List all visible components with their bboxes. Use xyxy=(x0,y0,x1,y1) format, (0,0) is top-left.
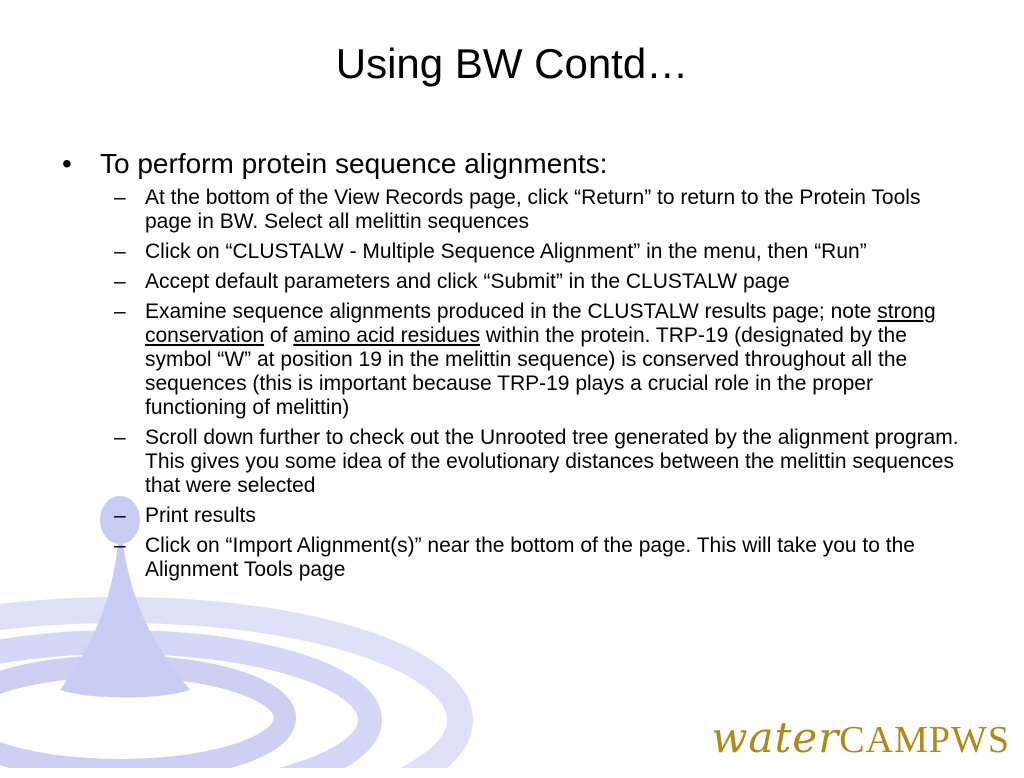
logo-water-text: water xyxy=(711,713,840,762)
sub-bullet-marker: – xyxy=(114,534,126,557)
underlined-term: strong conservation xyxy=(145,300,936,347)
sub-bullet-text: Accept default parameters and click “Submit” in the CLUSTALW page xyxy=(145,270,790,293)
sub-bullet-text: Print results xyxy=(145,504,256,527)
sub-bullet-item xyxy=(114,186,964,234)
sub-bullet-marker: – xyxy=(114,504,126,527)
sub-bullet-marker: – xyxy=(114,240,126,263)
bullet-marker: • xyxy=(62,148,72,179)
underlined-term: amino acid residues xyxy=(293,324,481,347)
main-bullet-text: To perform protein sequence alignments: xyxy=(100,148,608,179)
sub-bullet-marker: – xyxy=(114,270,126,293)
sub-bullet-item xyxy=(114,504,964,528)
sub-bullet-text: within the protein. TRP-19 (designated by the symbol “W” at position 19 in the melittin sequence) is conserved throughout all the sequences (this is important because TRP-19 plays a crucial role in the proper functioning of melittin) xyxy=(145,324,908,419)
sub-bullet-text: Scroll down further to check out the Unrooted tree generated by the alignment program. This gives you some idea of the evolutionary distances between the melittin sequences that were selected xyxy=(145,426,959,497)
sub-bullet-text: of xyxy=(264,324,294,347)
sub-bullet-item xyxy=(114,240,964,264)
sub-bullet-text: Click on “Import Alignment(s)” near the bottom of the page. This will take you to the Alignment Tools page xyxy=(145,534,915,581)
sub-bullet-item xyxy=(114,270,964,294)
sub-bullet-item xyxy=(114,534,964,582)
sub-bullet-item xyxy=(114,426,964,498)
sub-bullet-item xyxy=(114,300,964,420)
sub-bullet-text: At the bottom of the View Records page, click “Return” to return to the Protein Tools page in BW. Select all melittin sequences xyxy=(145,186,921,233)
sub-bullet-list xyxy=(114,186,964,588)
logo-campws-text: CAMPWS xyxy=(839,719,1010,761)
sub-bullet-text: Examine sequence alignments produced in the CLUSTALW results page; note xyxy=(145,300,878,323)
slide-title: Using BW Contd… xyxy=(335,40,689,87)
sub-bullet-marker: – xyxy=(114,300,126,323)
sub-bullet-marker: – xyxy=(114,426,126,449)
sub-bullet-marker: – xyxy=(114,186,126,209)
sub-bullet-text: Click on “CLUSTALW - Multiple Sequence Alignment” in the menu, then “Run” xyxy=(145,240,867,263)
